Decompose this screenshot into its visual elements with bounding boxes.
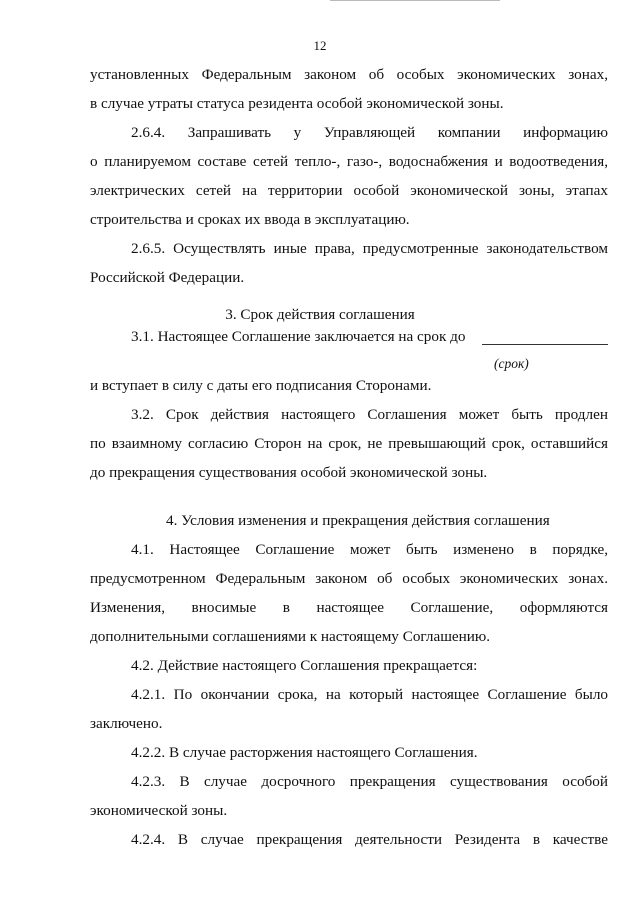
clause-2-6-4: 2.6.4. Запрашивать у Управляющей компании информацию (131, 124, 608, 141)
paragraph-line: до прекращения существования особой экономической зоны. (90, 464, 488, 481)
clause-4-2-1: 4.2.1. По окончании срока, на который настоящее Соглашение было (131, 686, 608, 703)
paragraph-line: экономической зоны. (90, 802, 228, 819)
paragraph-line: Российской Федерации. (90, 269, 245, 286)
paragraph-line: предусмотренном Федеральным законом об особых экономических зонах. (90, 570, 608, 587)
paragraph-line: строительства и сроках их ввода в эксплуатацию. (90, 211, 410, 228)
page-number: 12 (313, 38, 327, 53)
clause-4-1: 4.1. Настоящее Соглашение может быть изменено в порядке, (131, 541, 608, 558)
term-caption: (срок) (494, 356, 529, 371)
paragraph-line: дополнительными соглашениями к настоящему Соглашению. (90, 628, 491, 645)
paragraph-line: по взаимному согласию Сторон на срок, не превышающий срок, оставшийся (90, 435, 608, 452)
term-blank-line (482, 344, 608, 345)
clause-4-2: 4.2. Действие настоящего Соглашения прекращается: (131, 657, 478, 674)
paragraph-line: и вступает в силу с даты его подписания Сторонами. (90, 377, 432, 394)
paragraph-line: Изменения, вносимые в настоящее Соглашение, оформляются (90, 599, 608, 616)
clause-2-6-5: 2.6.5. Осуществлять иные права, предусмотренные законодательством (131, 240, 608, 257)
paragraph-line: заключено. (90, 715, 163, 732)
paragraph-line: установленных Федеральным законом об особых экономических зонах, (90, 66, 608, 83)
section-4-heading: 4. Условия изменения и прекращения действия соглашения (166, 512, 550, 529)
clause-3-1: 3.1. Настоящее Соглашение заключается на срок до (131, 328, 466, 345)
clause-4-2-2: 4.2.2. В случае расторжения настоящего Соглашения. (131, 744, 478, 761)
clause-3-2: 3.2. Срок действия настоящего Соглашения может быть продлен (131, 406, 608, 423)
scan-edge-line (330, 0, 500, 1)
paragraph-line: о планируемом составе сетей тепло-, газо-, водоснабжения и водоотведения, (90, 153, 608, 170)
section-3-heading: 3. Срок действия соглашения (225, 306, 415, 323)
clause-4-2-3: 4.2.3. В случае досрочного прекращения существования особой (131, 773, 608, 790)
clause-4-2-4: 4.2.4. В случае прекращения деятельности Резидента в качестве (131, 831, 608, 848)
paragraph-line: в случае утраты статуса резидента особой экономической зоны. (90, 95, 504, 112)
paragraph-line: электрических сетей на территории особой экономической зоны, этапах (90, 182, 608, 199)
